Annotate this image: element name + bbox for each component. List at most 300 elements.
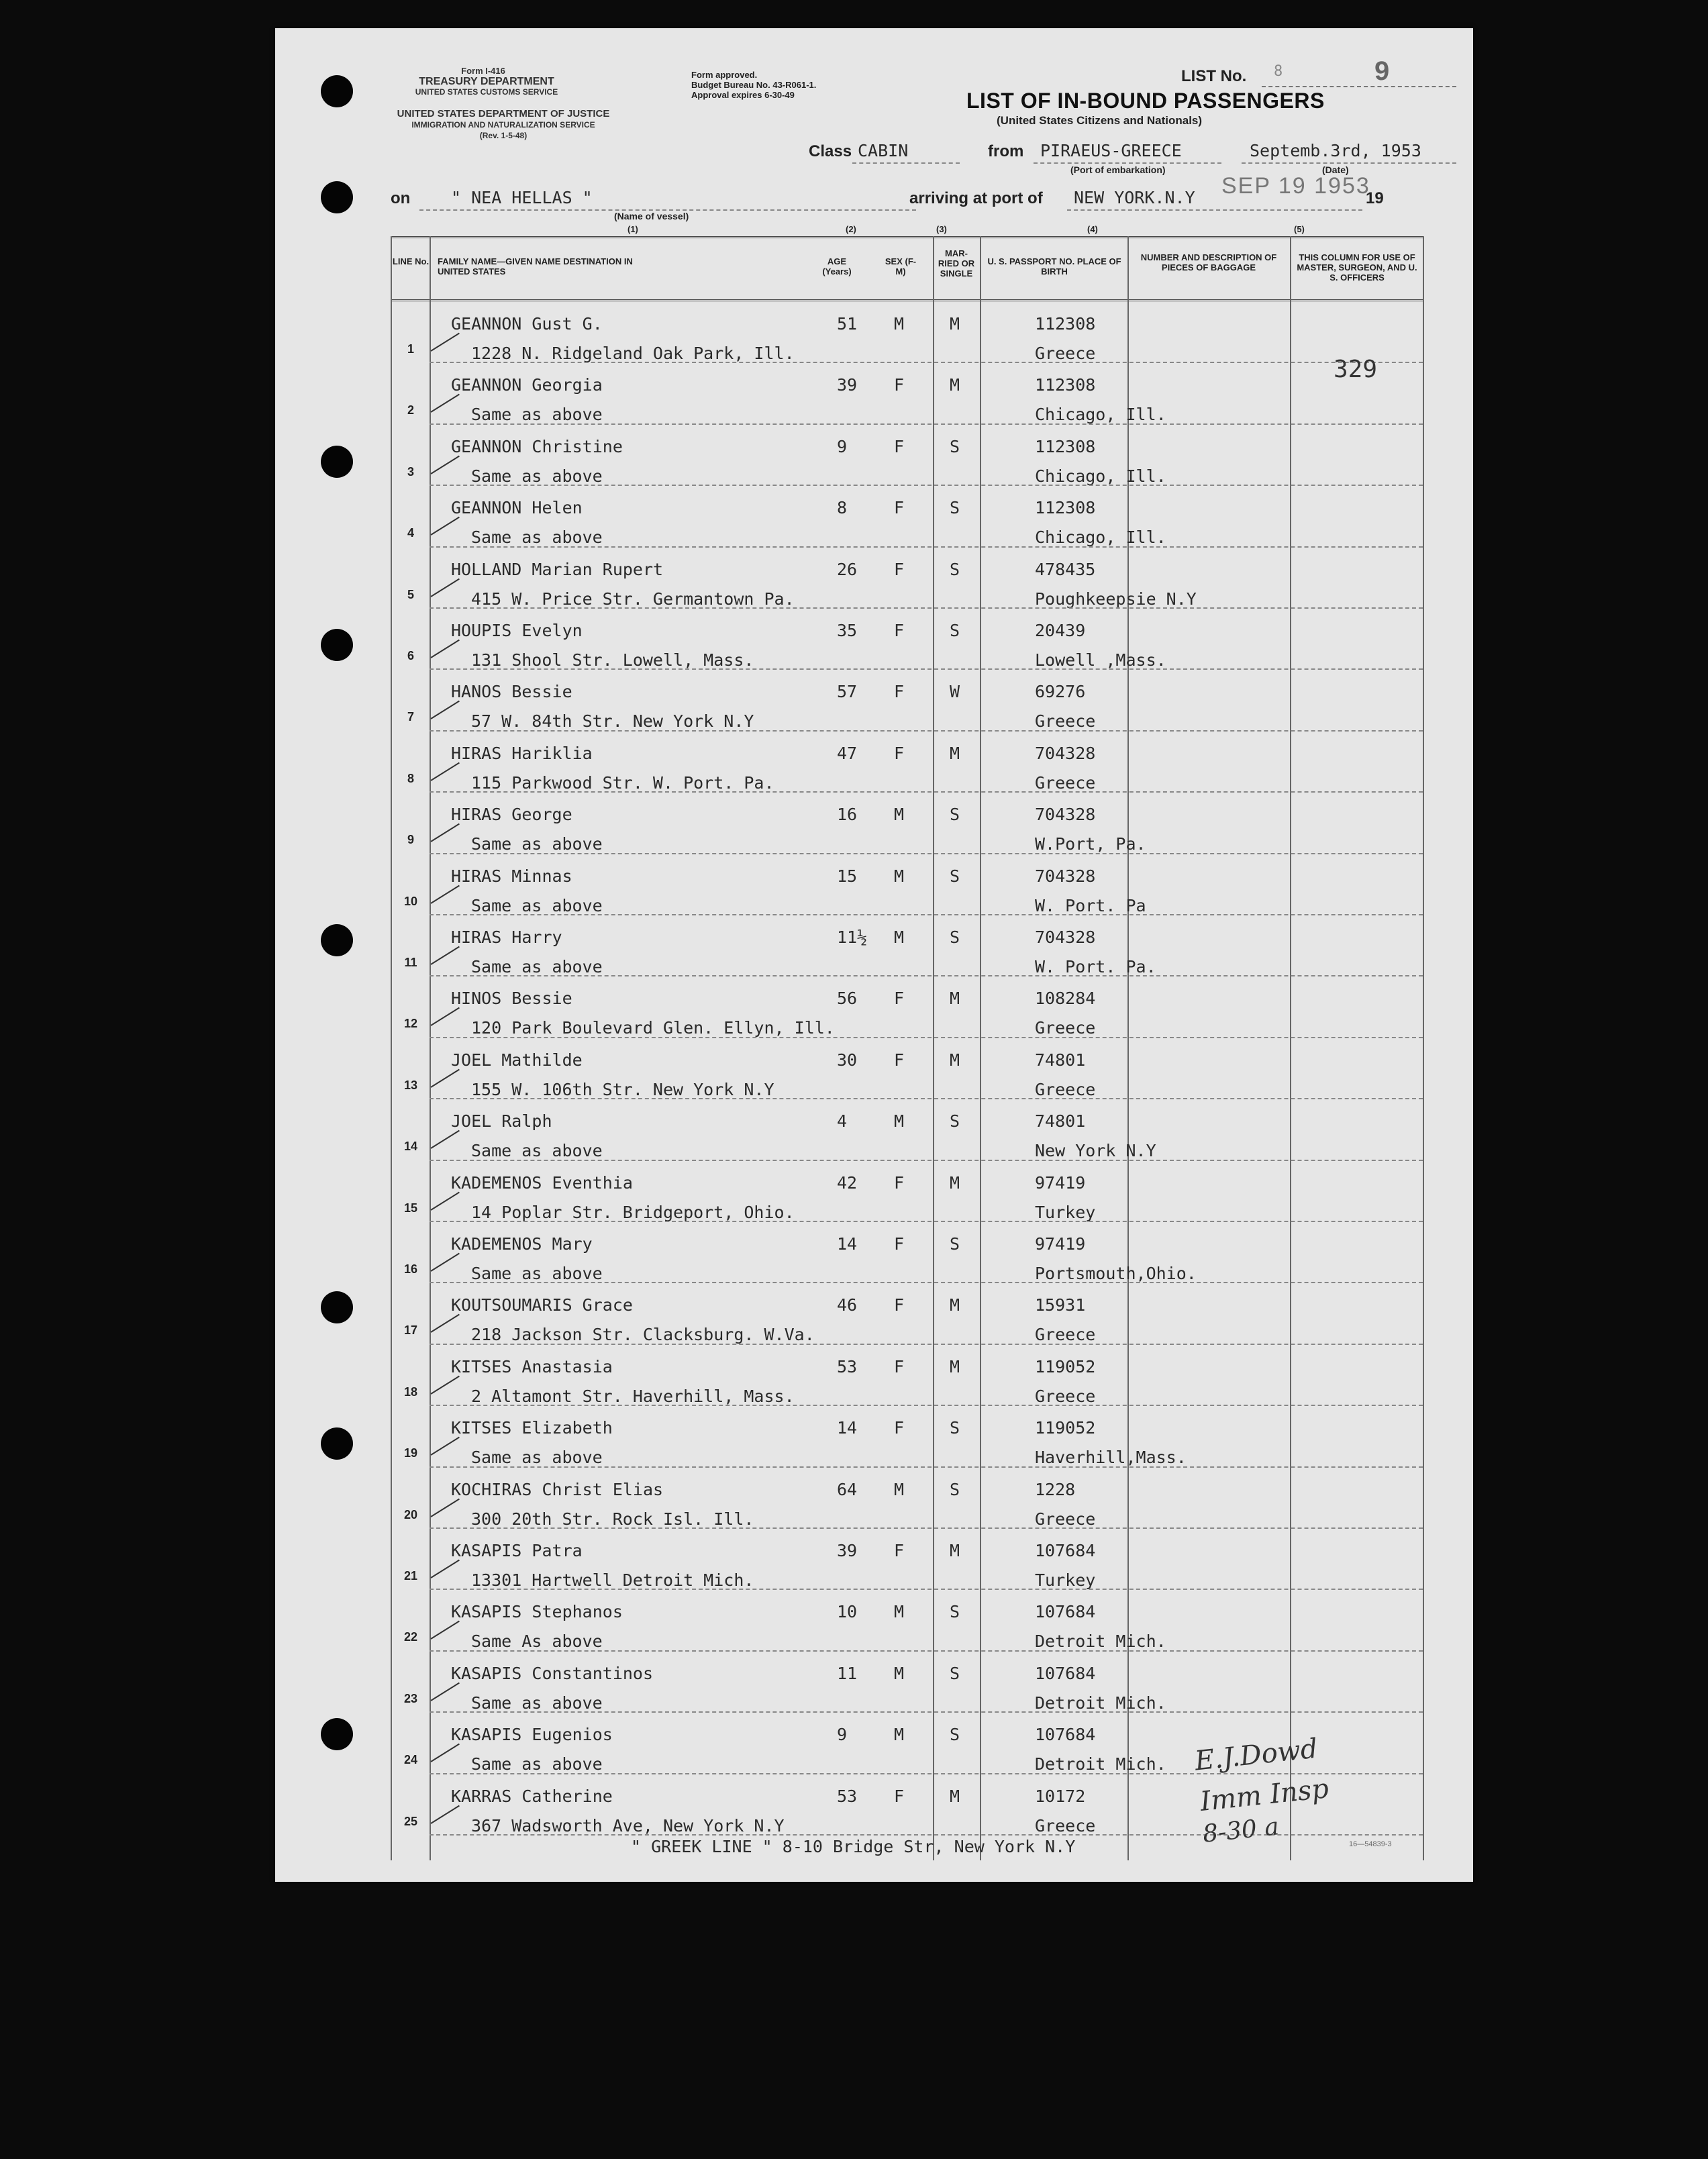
- destination: 120 Park Boulevard Glen. Ellyn, Ill.: [471, 1018, 835, 1038]
- family-name: KOCHIRAS Christ Elias: [451, 1479, 664, 1499]
- sex: M: [894, 1602, 905, 1622]
- place-of-birth: Greece: [1035, 1509, 1096, 1529]
- passport-number: 704328: [1035, 927, 1096, 947]
- justice-label: UNITED STATES DEPARTMENT OF JUSTICE: [397, 108, 610, 119]
- col-num-5: (5): [1294, 224, 1305, 234]
- passport-number: 107684: [1035, 1602, 1096, 1622]
- marital-status: M: [950, 1786, 960, 1806]
- place-of-birth: Turkey: [1035, 1202, 1096, 1222]
- passport-number: 107684: [1035, 1663, 1096, 1683]
- row-rule: [430, 362, 1423, 363]
- sex: F: [894, 1786, 905, 1806]
- marital-status: M: [950, 743, 960, 763]
- line-number: 17: [403, 1323, 418, 1338]
- place-of-birth: Greece: [1035, 1018, 1096, 1038]
- table-top-rule: [391, 236, 1424, 238]
- passport-number: 478435: [1035, 559, 1096, 579]
- punch-hole: [321, 1427, 353, 1460]
- passport-number: 119052: [1035, 1356, 1096, 1376]
- family-name: KADEMENOS Mary: [451, 1234, 593, 1254]
- date-value: Septemb.3rd, 1953: [1250, 141, 1421, 160]
- from-underline: [1034, 162, 1221, 164]
- table-row: [391, 671, 1424, 732]
- age: 64: [837, 1479, 858, 1499]
- sex: M: [894, 314, 905, 334]
- row-rule: [430, 914, 1423, 915]
- check-mark: [430, 1805, 459, 1823]
- list-no-underline: [1262, 86, 1456, 87]
- sex: F: [894, 682, 905, 702]
- row-rule: [430, 1282, 1423, 1283]
- sex: M: [894, 866, 905, 886]
- row-rule: [430, 1589, 1423, 1590]
- col-num-2: (2): [846, 224, 856, 234]
- check-mark: [430, 1437, 459, 1456]
- destination: Same As above: [471, 1631, 603, 1652]
- sex: F: [894, 621, 905, 640]
- sex: M: [894, 805, 905, 825]
- line-number: 15: [403, 1201, 418, 1215]
- marital-status: M: [950, 375, 960, 395]
- line-number: 23: [403, 1691, 418, 1705]
- row-rule: [430, 1405, 1423, 1406]
- line-number: 12: [403, 1017, 418, 1031]
- line-number: 2: [407, 403, 414, 417]
- sex: M: [894, 1725, 905, 1745]
- age: 11: [837, 1663, 858, 1683]
- passport-number: 15931: [1035, 1295, 1086, 1315]
- approval-line-2: Budget Bureau No. 43-R061-1.: [691, 80, 817, 90]
- passport-number: 704328: [1035, 805, 1096, 825]
- shipping-line-footer: " GREEK LINE " 8-10 Bridge Str, New York N.Y: [631, 1837, 1076, 1856]
- family-name: HINOS Bessie: [451, 989, 572, 1009]
- col-num-3: (3): [936, 224, 947, 234]
- list-no-value: 8: [1274, 63, 1283, 80]
- row-rule: [430, 1773, 1423, 1774]
- passport-number: 704328: [1035, 866, 1096, 886]
- col-num-1: (1): [627, 224, 638, 234]
- sex: F: [894, 498, 905, 518]
- row-rule: [430, 975, 1423, 976]
- age: 30: [837, 1050, 858, 1070]
- passport-number: 112308: [1035, 498, 1096, 518]
- marital-status: S: [950, 1479, 960, 1499]
- officer-note: 329: [1334, 356, 1378, 383]
- place-of-birth: Portsmouth,Ohio.: [1035, 1264, 1197, 1283]
- age: 47: [837, 743, 858, 763]
- family-name: GEANNON Gust G.: [451, 314, 603, 334]
- table-row: [391, 364, 1424, 425]
- punch-hole: [321, 1291, 353, 1323]
- punch-hole: [321, 446, 353, 478]
- sex: F: [894, 375, 905, 395]
- ins-label: IMMIGRATION AND NATURALIZATION SERVICE: [411, 120, 595, 130]
- col-num-4: (4): [1087, 224, 1098, 234]
- passenger-table: [391, 236, 1424, 1860]
- row-rule: [430, 791, 1423, 793]
- family-name: HIRAS Harry: [451, 927, 562, 947]
- from-label: from: [988, 142, 1024, 160]
- manifest-page: [275, 28, 1473, 1882]
- sex: F: [894, 1172, 905, 1193]
- family-name: JOEL Mathilde: [451, 1050, 583, 1070]
- family-name: JOEL Ralph: [451, 1111, 552, 1132]
- family-name: KITSES Elizabeth: [451, 1418, 613, 1438]
- passport-number: 107684: [1035, 1541, 1096, 1560]
- arrival-date-stamp: SEP 19 1953: [1221, 173, 1370, 199]
- table-row: [391, 426, 1424, 487]
- family-name: GEANNON Christine: [451, 436, 623, 456]
- line-number: 22: [403, 1630, 418, 1644]
- table-row: [391, 794, 1424, 855]
- marital-status: S: [950, 498, 960, 518]
- destination: Same as above: [471, 466, 603, 486]
- place-of-birth: Chicago, Ill.: [1035, 466, 1166, 486]
- check-mark: [430, 762, 459, 781]
- check-mark: [430, 1682, 459, 1701]
- family-name: HOLLAND Marian Rupert: [451, 559, 664, 579]
- on-label: on: [391, 189, 411, 207]
- place-of-birth: Greece: [1035, 1386, 1096, 1406]
- place-of-birth: Detroit Mich.: [1035, 1631, 1166, 1652]
- inspection-time: 8-30 a: [1201, 1813, 1280, 1848]
- punch-hole: [321, 75, 353, 107]
- destination: 13301 Hartwell Detroit Mich.: [471, 1570, 754, 1590]
- passport-number: 20439: [1035, 621, 1086, 640]
- row-rule: [430, 1711, 1423, 1713]
- list-no-label: LIST No.: [1181, 67, 1247, 85]
- vessel-name: " NEA HELLAS ": [451, 188, 593, 207]
- form-code: 16—54839-3: [1349, 1840, 1392, 1848]
- check-mark: [430, 517, 459, 536]
- check-mark: [430, 578, 459, 597]
- check-mark: [430, 455, 459, 474]
- sex: F: [894, 436, 905, 456]
- family-name: HIRAS Hariklia: [451, 743, 593, 763]
- marital-status: M: [950, 1295, 960, 1315]
- passport-number: 74801: [1035, 1050, 1086, 1070]
- place-of-birth: Poughkeepsie N.Y: [1035, 589, 1197, 609]
- marital-status: S: [950, 805, 960, 825]
- approval-line-3: Approval expires 6-30-49: [691, 90, 795, 100]
- age: 14: [837, 1234, 858, 1254]
- destination: Same as above: [471, 1754, 603, 1774]
- sex: F: [894, 743, 905, 763]
- date-underline: [1242, 162, 1456, 164]
- place-of-birth: Detroit Mich.: [1035, 1754, 1166, 1774]
- line-number: 21: [403, 1569, 418, 1583]
- destination: 57 W. 84th Str. New York N.Y: [471, 711, 754, 732]
- table-row: [391, 1223, 1424, 1285]
- place-of-birth: W.Port, Pa.: [1035, 834, 1146, 854]
- place-of-birth: Greece: [1035, 344, 1096, 363]
- marital-status: S: [950, 1725, 960, 1745]
- sex: F: [894, 1541, 905, 1560]
- row-rule: [430, 1160, 1423, 1161]
- table-row: [391, 917, 1424, 978]
- marital-status: M: [950, 314, 960, 334]
- passport-number: 69276: [1035, 682, 1086, 702]
- row-rule: [430, 853, 1423, 854]
- place-of-birth: Chicago, Ill.: [1035, 528, 1166, 548]
- age: 39: [837, 1541, 858, 1560]
- destination: 300 20th Str. Rock Isl. Ill.: [471, 1509, 754, 1529]
- table-row: [391, 1162, 1424, 1223]
- family-name: HOUPIS Evelyn: [451, 621, 583, 640]
- class-label: Class: [809, 142, 852, 160]
- family-name: GEANNON Georgia: [451, 375, 603, 395]
- list-no-stamp: 9: [1374, 56, 1391, 86]
- row-rule: [430, 1466, 1423, 1468]
- passport-number: 10172: [1035, 1786, 1086, 1806]
- family-name: KARRAS Catherine: [451, 1786, 613, 1806]
- row-rule: [430, 730, 1423, 732]
- form-number: Form I-416: [461, 66, 505, 76]
- check-mark: [430, 333, 459, 352]
- table-row: [391, 1101, 1424, 1162]
- check-mark: [430, 1744, 459, 1762]
- check-mark: [430, 1191, 459, 1210]
- class-value: CABIN: [858, 141, 909, 160]
- family-name: KASAPIS Eugenios: [451, 1725, 613, 1745]
- arrival-port: NEW YORK.N.Y: [1074, 188, 1195, 207]
- check-mark: [430, 823, 459, 842]
- table-row: [391, 1469, 1424, 1530]
- age: 4: [837, 1111, 848, 1132]
- marital-status: M: [950, 1050, 960, 1070]
- family-name: HANOS Bessie: [451, 682, 572, 702]
- line-number: 6: [407, 649, 414, 662]
- place-of-birth: Lowell ,Mass.: [1035, 650, 1166, 670]
- line-number: 25: [403, 1814, 418, 1828]
- line-number: 20: [403, 1507, 418, 1521]
- port-embarkation-note: (Port of embarkation): [1070, 164, 1166, 175]
- destination: Same as above: [471, 895, 603, 915]
- age: 14: [837, 1418, 858, 1438]
- row-rule: [430, 1527, 1423, 1529]
- age: 9: [837, 436, 848, 456]
- destination: Same as above: [471, 528, 603, 548]
- line-number: 8: [407, 771, 414, 785]
- check-mark: [430, 1375, 459, 1394]
- treasury-label: TREASURY DEPARTMENT: [419, 76, 554, 87]
- sex: F: [894, 1418, 905, 1438]
- table-row: [391, 487, 1424, 548]
- approval-line-1: Form approved.: [691, 70, 758, 80]
- revision-label: (Rev. 1-5-48): [479, 131, 528, 140]
- sex: F: [894, 1050, 905, 1070]
- table-row: [391, 1653, 1424, 1714]
- check-mark: [430, 640, 459, 658]
- line-number: 24: [403, 1753, 418, 1767]
- destination: 415 W. Price Str. Germantown Pa.: [471, 589, 795, 609]
- age: 42: [837, 1172, 858, 1193]
- passport-number: 119052: [1035, 1418, 1096, 1438]
- check-mark: [430, 1621, 459, 1640]
- age: 35: [837, 621, 858, 640]
- marital-status: M: [950, 1356, 960, 1376]
- destination: Same as above: [471, 1693, 603, 1713]
- from-value: PIRAEUS-GREECE: [1040, 141, 1182, 160]
- col-header-sex: SEX (F-M): [885, 256, 917, 277]
- passport-number: 97419: [1035, 1234, 1086, 1254]
- family-name: GEANNON Helen: [451, 498, 583, 518]
- vessel-note: (Name of vessel): [614, 211, 689, 221]
- place-of-birth: W. Port. Pa.: [1035, 957, 1156, 976]
- passport-number: 1228: [1035, 1479, 1076, 1499]
- check-mark: [430, 1314, 459, 1333]
- form-subtitle: (United States Citizens and Nationals): [997, 114, 1203, 127]
- sex: F: [894, 989, 905, 1009]
- line-number: 16: [403, 1262, 418, 1276]
- age: 26: [837, 559, 858, 579]
- check-mark: [430, 1068, 459, 1087]
- inspector-title: Imm Insp: [1199, 1773, 1330, 1817]
- age: 9: [837, 1725, 848, 1745]
- row-rule: [430, 423, 1423, 425]
- line-number: 19: [403, 1446, 418, 1460]
- table-row: [391, 1346, 1424, 1407]
- check-mark: [430, 946, 459, 965]
- col-header-name: FAMILY NAME—GIVEN NAME DESTINATION IN UNITED STATES: [438, 256, 633, 277]
- place-of-birth: Greece: [1035, 772, 1096, 793]
- place-of-birth: W. Port. Pa: [1035, 895, 1146, 915]
- class-underline: [852, 162, 960, 164]
- customs-label: UNITED STATES CUSTOMS SERVICE: [415, 87, 558, 97]
- marital-status: M: [950, 989, 960, 1009]
- check-mark: [430, 1130, 459, 1149]
- marital-status: S: [950, 621, 960, 640]
- port-underline: [1067, 209, 1362, 211]
- sex: F: [894, 1234, 905, 1254]
- col-header-age: AGE (Years): [822, 256, 852, 277]
- age: 51: [837, 314, 858, 334]
- row-rule: [430, 1037, 1423, 1038]
- check-mark: [430, 701, 459, 719]
- age: 16: [837, 805, 858, 825]
- row-rule: [430, 485, 1423, 486]
- passport-number: 97419: [1035, 1172, 1086, 1193]
- arriving-label: arriving at port of: [909, 189, 1043, 207]
- table-header-rule: [391, 299, 1424, 301]
- passport-number: 112308: [1035, 314, 1096, 334]
- destination: 367 Wadsworth Ave, New York N.Y: [471, 1815, 785, 1836]
- check-mark: [430, 394, 459, 413]
- sex: M: [894, 1663, 905, 1683]
- marital-status: S: [950, 559, 960, 579]
- marital-status: S: [950, 1418, 960, 1438]
- row-rule: [430, 1221, 1423, 1222]
- row-rule: [430, 546, 1423, 548]
- destination: 131 Shool Str. Lowell, Mass.: [471, 650, 754, 670]
- destination: 2 Altamont Str. Haverhill, Mass.: [471, 1386, 795, 1406]
- family-name: KADEMENOS Eventhia: [451, 1172, 633, 1193]
- family-name: KASAPIS Constantinos: [451, 1663, 654, 1683]
- table-row: [391, 610, 1424, 671]
- place-of-birth: Haverhill,Mass.: [1035, 1448, 1187, 1468]
- date-note: (Date): [1322, 164, 1349, 175]
- table-row: [391, 856, 1424, 917]
- line-number: 9: [407, 833, 414, 847]
- row-rule: [430, 668, 1423, 670]
- sex: F: [894, 559, 905, 579]
- sex: M: [894, 927, 905, 947]
- punch-hole: [321, 1718, 353, 1750]
- place-of-birth: Turkey: [1035, 1570, 1096, 1590]
- line-number: 13: [403, 1078, 418, 1092]
- marital-status: S: [950, 927, 960, 947]
- sex: M: [894, 1479, 905, 1499]
- destination: 1228 N. Ridgeland Oak Park, Ill.: [471, 344, 795, 363]
- destination: 115 Parkwood Str. W. Port. Pa.: [471, 772, 774, 793]
- line-number: 18: [403, 1385, 418, 1399]
- destination: Same as above: [471, 1141, 603, 1161]
- destination: Same as above: [471, 834, 603, 854]
- destination: Same as above: [471, 957, 603, 976]
- place-of-birth: Detroit Mich.: [1035, 1693, 1166, 1713]
- age: 8: [837, 498, 848, 518]
- line-number: 4: [407, 526, 414, 540]
- table-row: [391, 1591, 1424, 1652]
- check-mark: [430, 1498, 459, 1517]
- destination: Same as above: [471, 405, 603, 425]
- place-of-birth: Chicago, Ill.: [1035, 405, 1166, 425]
- row-rule: [430, 1344, 1423, 1345]
- family-name: HIRAS George: [451, 805, 572, 825]
- sex: F: [894, 1356, 905, 1376]
- age: 53: [837, 1786, 858, 1806]
- age: 57: [837, 682, 858, 702]
- age: 11½: [837, 927, 868, 947]
- family-name: KITSES Anastasia: [451, 1356, 613, 1376]
- check-mark: [430, 1560, 459, 1578]
- family-name: KOUTSOUMARIS Grace: [451, 1295, 633, 1315]
- check-mark: [430, 1007, 459, 1026]
- form-title: LIST OF IN-BOUND PASSENGERS: [966, 89, 1325, 113]
- sex: M: [894, 1111, 905, 1132]
- line-number: 3: [407, 464, 414, 479]
- line-number: 7: [407, 710, 414, 724]
- table-row: [391, 978, 1424, 1039]
- year-label: 19: [1366, 189, 1384, 207]
- line-number: 1: [407, 342, 414, 356]
- inspector-signature: E.J.Dowd: [1193, 1733, 1319, 1777]
- line-number: 5: [407, 587, 414, 601]
- age: 39: [837, 375, 858, 395]
- col-header-baggage: NUMBER AND DESCRIPTION OF PIECES OF BAGGAGE: [1140, 252, 1277, 272]
- table-row: [391, 733, 1424, 794]
- age: 15: [837, 866, 858, 886]
- age: 10: [837, 1602, 858, 1622]
- table-row: [391, 1530, 1424, 1591]
- destination: Same as above: [471, 1264, 603, 1283]
- sex: F: [894, 1295, 905, 1315]
- col-header-officers: THIS COLUMN FOR USE OF MASTER, SURGEON, AND U. S. OFFICERS: [1297, 252, 1417, 283]
- family-name: HIRAS Minnas: [451, 866, 572, 886]
- check-mark: [430, 885, 459, 903]
- place-of-birth: Greece: [1035, 1079, 1096, 1099]
- table-row: [391, 1040, 1424, 1101]
- table-row: [391, 1407, 1424, 1468]
- place-of-birth: Greece: [1035, 1815, 1096, 1836]
- passport-number: 74801: [1035, 1111, 1086, 1132]
- line-number: 11: [404, 956, 417, 969]
- destination: 218 Jackson Str. Clacksburg. W.Va.: [471, 1325, 815, 1345]
- marital-status: S: [950, 1663, 960, 1683]
- place-of-birth: New York N.Y: [1035, 1141, 1156, 1161]
- marital-status: W: [950, 682, 960, 702]
- family-name: KASAPIS Patra: [451, 1541, 583, 1560]
